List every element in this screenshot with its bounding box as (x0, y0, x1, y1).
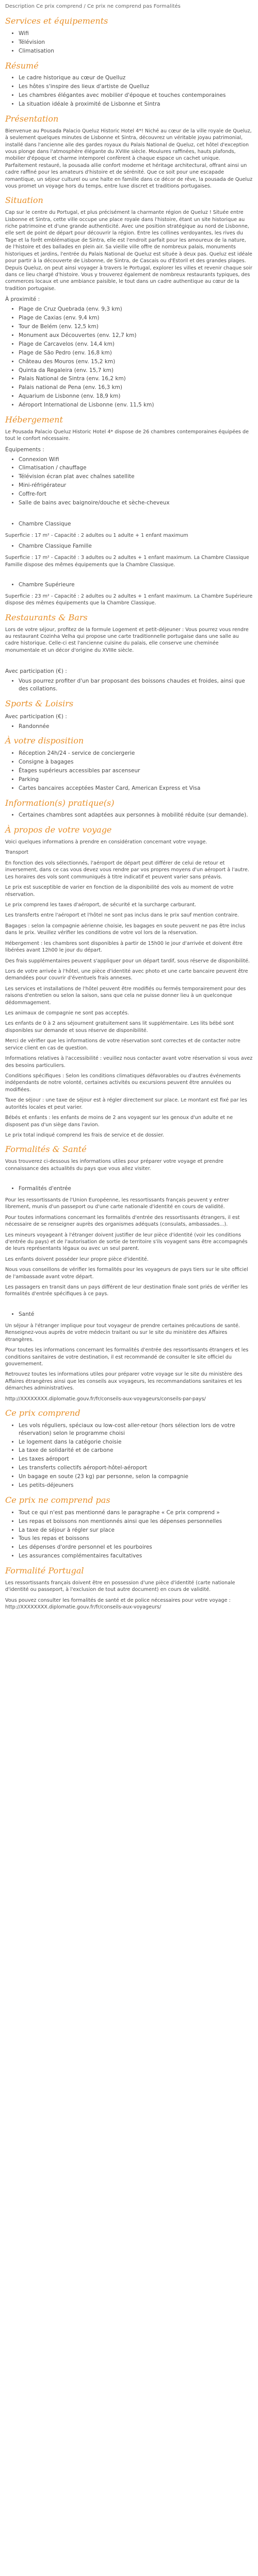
list-item: • Plage de Cruz Quebrada (env. 9,3 km) (19, 306, 253, 313)
list-item: • Le cadre historique au cœur de Quelluz (19, 74, 253, 82)
list-item: • Salle de bains avec baignoire/douche et sèche-cheveux (19, 499, 253, 507)
list-item: • Mini-réfrigérateur (19, 482, 253, 489)
formalites-paragraph: Les enfants doivent posséder leur propre pièce d'identité. (5, 1256, 149, 1262)
apropos-paragraph: Des frais supplémentaires peuvent s'appliquer pour un départ tardif, sous réserve de disponibilité. (5, 958, 250, 964)
sante-paragraph: Retrouvez toutes les informations utiles pour préparer votre voyage sur le site du ministère des Affaires étrangères ainsi que les conseils aux voyageurs, les recommandations sanitaires et les démarches administratives. (5, 1371, 243, 1392)
apropos-intro: Voici quelques informations à prendre en considération concernant votre voyage. (5, 839, 207, 845)
sports-title: Sports & Loisirs (5, 698, 74, 708)
informations-list (5, 811, 253, 819)
list-item: • Les transferts collectifs aéroport-hôtel-aéroport (19, 1464, 253, 1472)
list-item: • Cartes bancaires acceptées Master Card, American Express et Visa (19, 785, 253, 792)
intro-text: Description Ce prix comprend / Ce prix ne comprend pas Formalités (5, 4, 181, 9)
places-list (5, 306, 253, 409)
list-item: • Plage de São Pedro (env. 16,8 km) (19, 349, 253, 357)
apropos-paragraph: Les animaux de compagnie ne sont pas acceptés. (5, 1010, 130, 1016)
apropos-title: À propos de votre voyage (5, 825, 112, 835)
list-item: • Climatisation / chauffage (19, 464, 253, 472)
formalites-paragraph: Les passagers en transit dans un pays différent de leur destination finale sont priés de vérifier les formalités d'entrée spécifiques à ce pays. (5, 1284, 248, 1297)
exclus-list (5, 1509, 253, 1560)
exclus-title: Ce prix ne comprend pas (5, 1495, 110, 1505)
list-item: • Plage de Carcavelos (env. 14,4 km) (19, 341, 253, 348)
sante-link[interactable]: http://XXXXXXXX.diplomatie.gouv.fr/fr/conseils-aux-voyageurs/conseils-par-pays/ (5, 1396, 206, 1402)
list-item: • Quinta da Regaleira (env. 15,7 km) (19, 367, 253, 375)
apropos-paragraph: En fonction des vols sélectionnés, l'aéroport de départ peut différer de celui de retour et inversement, dans ce cas vous devez vous rendre par vos propres moyens d'un aéroport à l'autre. Les horaires des vols sont communiqués à titre indicatif et peuvent varier sans préavis. (5, 860, 250, 880)
list-item: • Certaines chambres sont adaptées aux personnes à mobilité réduite (sur demande). (19, 811, 253, 819)
apropos-paragraph: Bébés et enfants : les enfants de moins de 2 ans voyagent sur les genoux d'un adulte et ne disposent pas d'un siège dans l'avion. (5, 1115, 233, 1128)
restaurants-list (5, 677, 253, 693)
list-item: • Aquarium de Lisbonne (env. 18,9 km) (19, 393, 253, 400)
list-item: • Les dépenses d'ordre personnel et les pourboires (19, 1544, 253, 1551)
list-item: • Les assurances complémentaires facultatives (19, 1552, 253, 1560)
room-heading (5, 543, 253, 550)
apropos-paragraph: Le prix total indiqué comprend les frais de service et de dossier. (5, 1132, 164, 1138)
services-list (5, 30, 253, 55)
situation-text: Cap sur le centre du Portugal, et plus précisément la charmante région de Queluz ! Située entre Lisbonne et Sintra, cette ville occupe une place royale dans l'histoire, étant un site historique au riche patrimoine et d'une grande authenticité. Avec une position stratégique au nord de Lisbonne, elle sert de point de départ pour découvrir la région. Entre les collines verdoyantes, les rives du Tage et la forêt emblématique de Sintra, elle est l'endroit parfait pour les amoureux de la nature, de l'histoire et des ballades en plein air. Sa vieille ville offre de nombreux palais, monuments historiques et jardins, l'entrée du Palais National de Queluz est située à deux pas. Queluz est idéale pour partir à la découverte de Lisbonne, de Sintra, de Cascais ou d'Estoril et des grandes plages. Depuis Queluz, on peut ainsi voyager à travers le Portugal, explorer les villes et revenir chaque soir dans ce lieu chargé d'histoire. Vous y trouverez également de nombreux restaurants typiques, des commerces locaux et une ambiance paisible, le tout dans un cadre authentique au cœur de la tradition portugaise. (5, 210, 252, 292)
formalites-subtitle-list (5, 1185, 253, 1193)
list-item: • Les petits-déjeuners (19, 1482, 253, 1489)
list-item: • Plage de Caxias (env. 9,4 km) (19, 314, 253, 322)
sante-paragraph: Pour toutes les informations concernant les formalités d'entrée des ressortissants étrangers et les conditions sanitaires de votre destination, il est recommandé de consulter le site officiel du gouvernement. (5, 1347, 249, 1367)
list-item: • Château des Mouros (env. 15,2 km) (19, 358, 253, 366)
informations-title: Information(s) pratique(s) (5, 798, 115, 808)
room-name: • Chambre Supérieure (19, 581, 253, 589)
formalites-paragraph: Pour les ressortissants de l'Union Européenne, les ressortissants français peuvent y entrer librement, munis d'un passeport ou d'une carte nationale d'identité en cours de validité. (5, 1197, 229, 1210)
list-item: • Le logement dans la catégorie choisie (19, 1438, 253, 1446)
list-item: • Les repas et boissons non mentionnés ainsi que les dépenses personnelles (19, 1518, 253, 1526)
formalites-paragraph: Les mineurs voyageant à l'étranger doivent justifier de leur pièce d'identité (voir les conditions d'entrée du pays) et de l'autorisation de sortie de territoire s'ils voyagent sans être accompagnés de leurs représentants légaux ou avec un seul parent. (5, 1232, 248, 1252)
list-item: • La taxe de séjour à régler sur place (19, 1527, 253, 1534)
list-item: • Wifi (19, 30, 253, 38)
resume-list (5, 74, 253, 108)
room-heading (5, 520, 253, 528)
list-item: • Télévision (19, 39, 253, 46)
equipements-list (5, 456, 253, 507)
list-item: • Tous les repas et boissons (19, 1535, 253, 1543)
sante-paragraph: Un séjour à l'étranger implique pour tout voyageur de prendre certaines précautions de santé. Renseignez-vous auprès de votre médecin traitant ou sur le site du ministère des Affaires étrangères. (5, 1323, 240, 1343)
apropos-paragraph: Conditions spécifiques : Selon les conditions climatiques défavorables ou d'autres événements indépendants de notre volonté, certaines activités ou excursions peuvent être annulées ou modifiées. (5, 1073, 241, 1093)
list-item: • Palais national de Pena (env. 16,3 km) (19, 384, 253, 392)
resume-title: Résumé (5, 60, 39, 71)
formalites-paragraph: Nous vous conseillons de vérifier les formalités pour les voyageurs de pays tiers sur le site officiel de l'ambassade avant votre départ. (5, 1267, 248, 1280)
sports-avec-label: Avec participation (€) : (5, 713, 67, 720)
apropos-paragraph: Hébergement : les chambres sont disponibles à partir de 15h00 le jour d'arrivée et doivent être libérées avant 12h00 le jour du départ. (5, 940, 243, 954)
list-item: • Climatisation (19, 47, 253, 55)
formalites-intro: Vous trouverez ci-dessous les informations utiles pour préparer votre voyage et prendre connaissance des actualités du pays que vous allez visiter. (5, 1159, 223, 1172)
sante-list (5, 1311, 253, 1318)
presentation-title: Présentation (5, 113, 59, 124)
list-item: • La taxe de solidarité et de carbone (19, 1447, 253, 1454)
room-desc: Superficie : 23 m² - Capacité : 2 adultes ou 2 adultes + 1 enfant maximum. La Chambre Supérieure dispose des mêmes équipements que la Chambre Classique. (5, 593, 253, 606)
list-item: • Monument aux Découvertes (env. 12,7 km) (19, 332, 253, 340)
proximite-label: À proximité : (5, 296, 40, 303)
hebergement-text: Le Pousada Palacio Queluz Historic Hotel 4* dispose de 26 chambres contemporaines équipées de tout le confort nécessaire. (5, 429, 249, 442)
list-item: • Un bagage en soute (23 kg) par personne, selon la compagnie (19, 1473, 253, 1481)
list-item: • Aéroport International de Lisbonne (env. 11,5 km) (19, 401, 253, 409)
list-item: • Les taxes aéroport (19, 1455, 253, 1463)
apropos-paragraph: Les services et installations de l'hôtel peuvent être modifiés ou fermés temporairement pour des raisons d'entretien ou selon la saison, sans que cela ne puisse donner lieu à un quelconque dédommagement. (5, 986, 246, 1006)
list-item: • Randonnée (19, 723, 253, 731)
room-desc: Superficie : 17 m² - Capacité : 3 adultes ou 2 adultes + 1 enfant maximum. La Chambre Classique Famille dispose des mêmes équipements que la Chambre Classique. (5, 555, 249, 568)
sports-list (5, 723, 253, 731)
formalites-paragraph: Pour toutes informations concernant les formalités d'entrée des ressortissants étrangers, il est nécessaire de se renseigner auprès des organismes adéquats (consulats, ambassades...). (5, 1214, 240, 1228)
formalite-portugal-title: Formalité Portugal (5, 1566, 84, 1576)
list-item: • Étages supérieurs accessibles par ascenseur (19, 767, 253, 775)
list-item: • Télévision écran plat avec chaînes satellite (19, 473, 253, 481)
apropos-paragraph: Bagages : selon la compagnie aérienne choisie, les bagages en soute peuvent ne pas être inclus dans le prix. Veuillez vérifier les conditions de votre vol lors de la réservation. (5, 923, 246, 936)
situation-title: Situation (5, 195, 43, 206)
formalite-portugal-text: Les ressortissants français doivent être en possession d'une pièce d'identité (carte nationale d'identité ou passeport, à l'exclusion de tout autre document) en cours de validité. (5, 1580, 235, 1593)
apropos-paragraph: Le prix comprend les taxes d'aéroport, de sécurité et la surcharge carburant. (5, 902, 197, 908)
list-item: • Connexion Wifi (19, 456, 253, 464)
list-item: • Tour de Belém (env. 12,5 km) (19, 323, 253, 331)
list-item: • Parking (19, 776, 253, 784)
list-item: • Les chambres élégantes avec mobilier d'époque et touches contemporaines (19, 92, 253, 99)
formalites-title: Formalités & Santé (5, 1144, 87, 1155)
room-heading (5, 581, 253, 589)
apropos-paragraph: Les enfants de 0 à 2 ans séjournent gratuitement sans lit supplémentaire. Les lits bébé sont disponibles sur demande et sous réserve de disponibilité. (5, 1021, 234, 1033)
apropos-paragraphs (5, 849, 253, 1139)
hebergement-title: Hébergement (5, 415, 63, 425)
services-title: Services et équipements (5, 16, 108, 26)
destination-title: À votre disposition (5, 736, 84, 746)
list-item: • Vous pourrez profiter d'un bar proposant des boissons chaudes et froides, ainsi que des collations. (19, 677, 253, 693)
restaurants-title: Restaurants & Bars (5, 612, 88, 622)
list-item: • Les hôtes s'inspire des lieux d'artiste de Quelluz (19, 83, 253, 91)
room-desc: Superficie : 17 m² - Capacité : 2 adultes ou 1 adulte + 1 enfant maximum (5, 532, 188, 538)
apropos-paragraph: Lors de votre arrivée à l'hôtel, une pièce d'identité avec photo et une carte bancaire peuvent être demandées pour couvrir d'éventuels frais annexes. (5, 968, 248, 981)
list-item: • Les vols réguliers, spéciaux ou low-cost aller-retour (hors sélection lors de votre réservation) selon le programme choisi (19, 1422, 253, 1437)
apropos-paragraph: Le prix est susceptible de varier en fonction de la disponibilité des vols au moment de votre réservation. (5, 885, 234, 897)
list-item: • Coffre-fort (19, 490, 253, 498)
list-item: • Palais National de Sintra (env. 16,2 km) (19, 375, 253, 383)
list-item: • Tout ce qui n'est pas mentionné dans le paragraphe « Ce prix comprend » (19, 1509, 253, 1517)
apropos-paragraph: Taxe de séjour : une taxe de séjour est à régler directement sur place. Le montant est fixé par les autorités locales et peut varier. (5, 1097, 247, 1110)
inclus-list (5, 1422, 253, 1489)
list-item: • La situation idéale à proximité de Lisbonne et Sintra (19, 100, 253, 108)
list-item: • Consigne à bagages (19, 758, 253, 766)
inclus-title: Ce prix comprend (5, 1408, 80, 1418)
apropos-paragraph: Merci de vérifier que les informations de votre réservation sont correctes et de contacter notre service client en cas de question. (5, 1038, 240, 1051)
apropos-paragraph: Transport (5, 850, 29, 856)
apropos-paragraph: Informations relatives à l'accessibilité : veuillez nous contacter avant votre réservation si vous avez des besoins particuliers. (5, 1056, 253, 1069)
restaurants-text: Lors de votre séjour, profitez de la formule Logement et petit-déjeuner : Vous pourrez vous rendre au restaurant Cozinha Velha qui propose une carte traditionnelle portugaise dans une salle au cadre historique. Celle-ci est l'ancienne cuisine du palais, elle conserve une cheminée monumentale et un décor d'origine du XVIIIe siècle. (5, 626, 249, 653)
equipements-label: Équipements : (5, 446, 44, 453)
room-name: • Chambre Classique Famille (19, 543, 253, 550)
sante-label: • Santé (19, 1311, 253, 1318)
list-item: • Réception 24h/24 - service de conciergerie (19, 750, 253, 757)
destination-list (5, 750, 253, 792)
presentation-text: Bienvenue au Pousada Palacio Queluz Historic Hotel 4*! Niché au cœur de la ville royale de Queluz, à seulement quelques minutes de Lisbonne et Sintra, découvrez un véritable joyau patrimonial, installé dans l'ancienne aile des gardes royaux du Palais National de Queluz, cet hôtel d'exception vous plonge dans l'atmosphère élégante du XVIIIe siècle. Moulures raffinées, hauts plafonds, mobilier d'époque et charme intemporel confèrent à chaque espace un cachet unique. Parfaitement restauré, la pousada allie confort moderne et héritage architectural, offrant ainsi un cadre raffiné pour les amateurs d'histoire et de sérénité. Que ce soit pour une escapade romantique, un séjour culturel ou une halte en famille dans ce décor de rêve, la pousada de Queluz vous promet un voyage hors du temps, entre luxe discret et traditions portugaises. (5, 128, 253, 190)
formalite-portugal-link[interactable]: Vous pouvez consulter les formalités de santé et de police nécessaires pour votre voyage : http://XXXXXXXX.diplomatie.gouv.fr/fr/conseils-aux-voyageurs/ (5, 1597, 231, 1611)
formalites-subtitle: • Formalités d'entrée (19, 1185, 253, 1193)
room-name: • Chambre Classique (19, 520, 253, 528)
restaurants-avec-label: Avec participation (€) : (5, 668, 67, 675)
apropos-paragraph: Les transferts entre l'aéroport et l'hôtel ne sont pas inclus dans le prix sauf mention contraire. (5, 912, 239, 919)
